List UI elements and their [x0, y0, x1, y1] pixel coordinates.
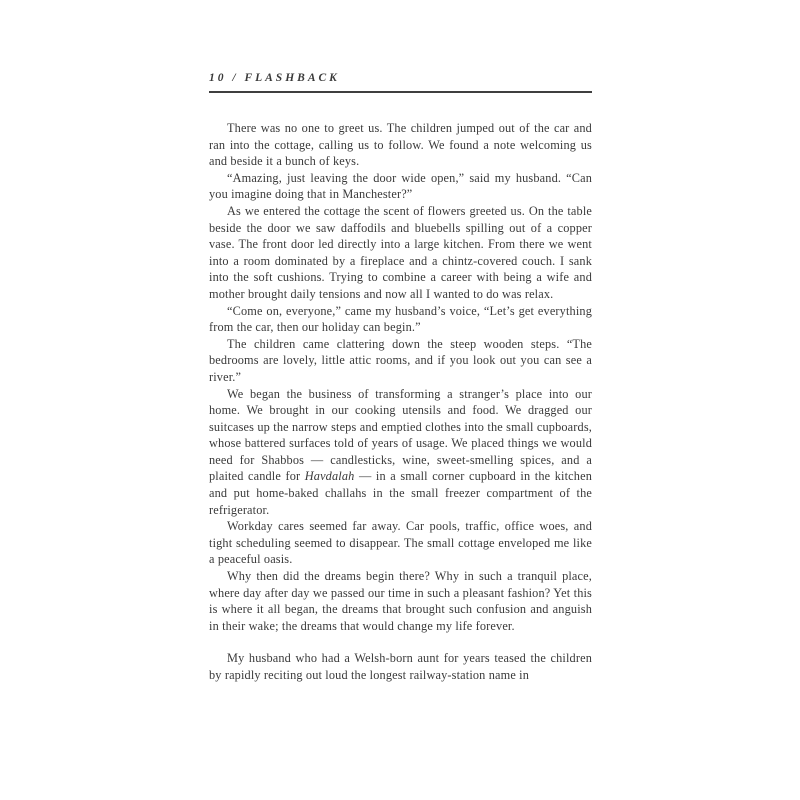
paragraph: “Come on, everyone,” came my husband’s voice, “Let’s get everything from the car, then our holiday can begin.”: [209, 303, 592, 335]
paragraph: There was no one to greet us. The children jumped out of the car and ran into the cottage, calling us to follow. We found a note welcoming us and beside it a bunch of keys.: [209, 121, 592, 169]
book-page: [209, 72, 592, 684]
paragraph: [209, 386, 592, 519]
paragraph-text: We began the business of transforming a stranger’s place into our home. We brought in our cooking utensils and food. We dragged our suitcases up the narrow steps and emptied clothes into the small cupboards, whose battered surfaces told of years of usage. We placed things we would need for Shabbos — candlesticks, wine, sweet-smelling spices, and a plaited candle for: [209, 386, 592, 484]
paragraph: Workday cares seemed far away. Car pools, traffic, office woes, and tight scheduling seemed to disappear. The small cottage enveloped me like a peaceful oasis.: [209, 519, 592, 567]
paragraph: Why then did the dreams begin there? Why in such a tranquil place, where day after day we passed our time in such a pleasant fashion? Yet this is where it all began, the dreams that brought such confusion and anguish in their wake; the dreams that would change my life forever.: [209, 569, 592, 633]
italic-term: Havdalah: [304, 469, 355, 484]
paragraph: “Amazing, just leaving the door wide open,” said my husband. “Can you imagine doing that in Manchester?”: [209, 170, 592, 202]
running-head: 10 / FLASHBACK: [209, 72, 592, 93]
page-body: [209, 120, 592, 684]
paragraph: As we entered the cottage the scent of flowers greeted us. On the table beside the door we saw daffodils and bluebells spilling out of a copper vase. The front door led directly into a large kitchen. From there we went into a room dominated by a fireplace and a chintz-covered couch. I sank into the soft cushions. Trying to combine a career with being a wife and mother brought daily tensions and now all I wanted to do was relax.: [209, 203, 592, 301]
paragraph-text: — in a small corner cupboard in the kitchen and put home-baked challahs in the small freezer compartment of the refrigerator.: [209, 469, 592, 517]
paragraph: The children came clattering down the steep wooden steps. “The bedrooms are lovely, little attic rooms, and if you look out you can see a river.”: [209, 336, 592, 384]
paragraph: My husband who had a Welsh-born aunt for years teased the children by rapidly reciting out loud the longest railway-station name in: [209, 651, 592, 682]
